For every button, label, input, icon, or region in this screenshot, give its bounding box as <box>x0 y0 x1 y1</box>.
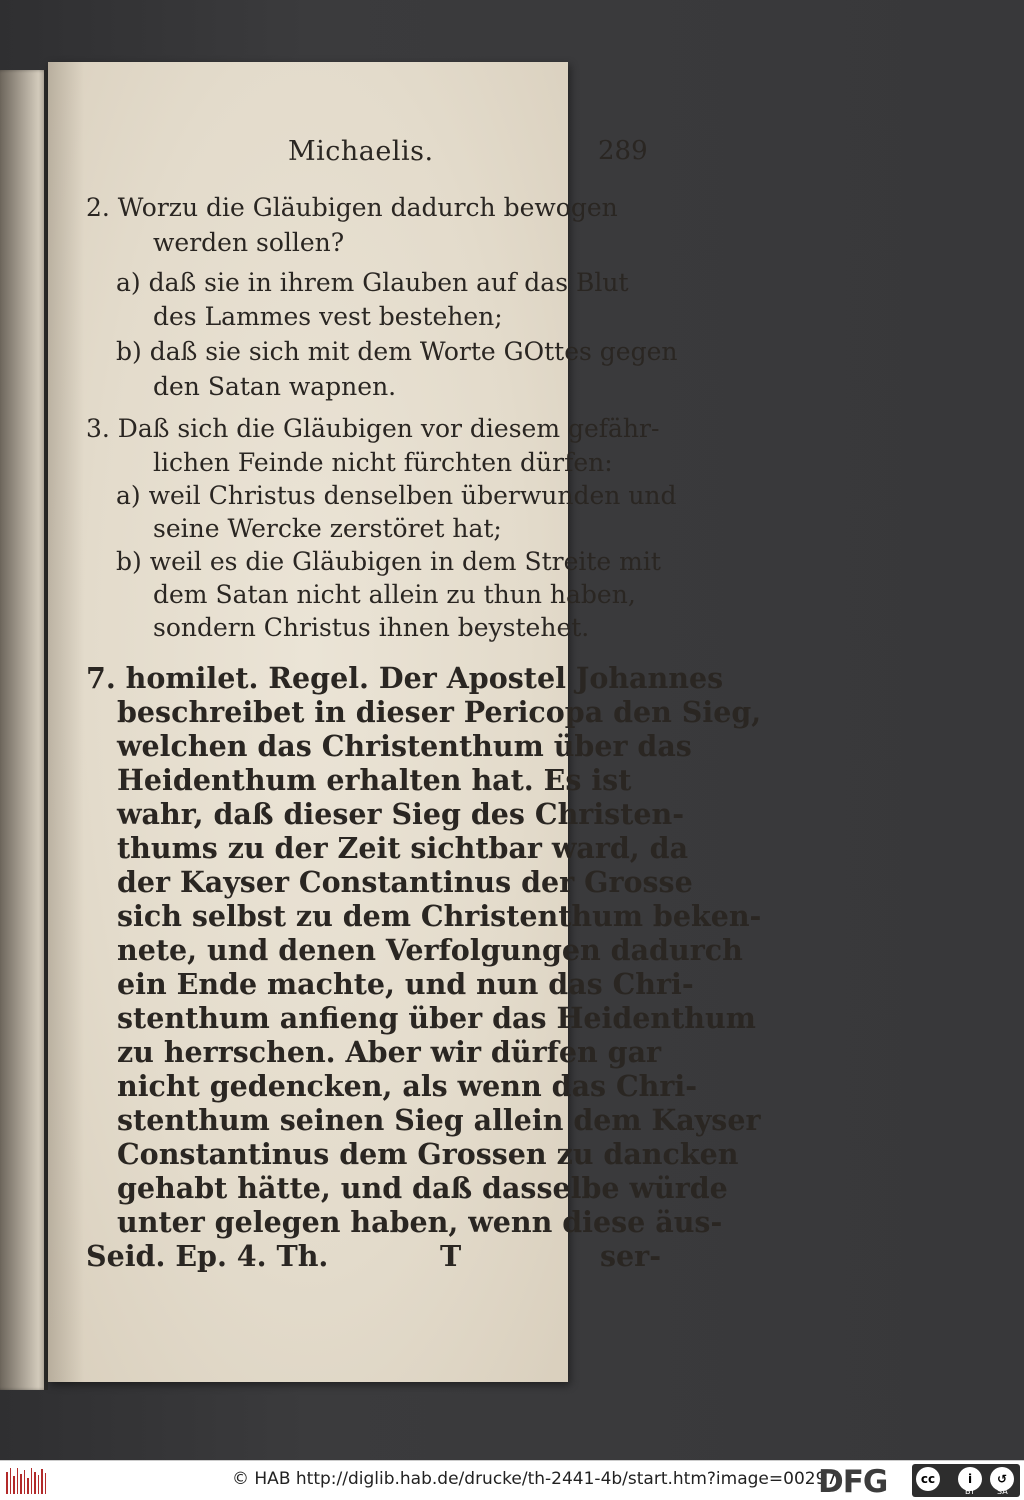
body-line: dem Satan nicht allein zu thun haben, <box>153 580 636 609</box>
body-line: gehabt hätte, und daß dasselbe würde <box>117 1171 728 1205</box>
copyright-link[interactable]: © HAB http://diglib.hab.de/drucke/th-2441-4b/start.htm?image=00297 <box>232 1469 838 1489</box>
body-line: nicht gedencken, als wenn das Chri- <box>117 1069 698 1103</box>
body-line: beschreibet in dieser Pericopa den Sieg, <box>117 695 762 729</box>
body-line: b) daß sie sich mit dem Worte GOttes gegen <box>116 337 678 366</box>
body-line: welchen das Christenthum über das <box>117 729 692 763</box>
body-line: der Kayser Constantinus der Grosse <box>117 865 693 899</box>
page-stack-edge <box>0 70 48 1390</box>
body-line: 2. Worzu die Gläubigen dadurch bewogen <box>86 193 618 222</box>
gathering-mark: T <box>440 1239 462 1273</box>
body-line: seine Wercke zerstöret hat; <box>153 514 502 543</box>
body-line: werden sollen? <box>153 228 345 257</box>
body-line: nete, und denen Verfolgungen dadurch <box>117 933 743 967</box>
body-line: b) weil es die Gläubigen in dem Streite mit <box>116 547 661 576</box>
body-line: den Satan wapnen. <box>153 372 397 401</box>
signature-mark: Seid. Ep. 4. Th. <box>86 1239 329 1273</box>
body-line: 3. Daß sich die Gläubigen vor diesem gefähr- <box>86 414 660 443</box>
viewer-footer <box>0 1460 1024 1500</box>
body-line: ein Ende machte, und nun das Chri- <box>117 967 694 1001</box>
page-number: 289 <box>598 136 648 166</box>
body-line: a) daß sie in ihrem Glauben auf das Blut <box>116 268 629 297</box>
dfg-logo[interactable]: DFG <box>818 1464 888 1500</box>
by-label: BY <box>965 1487 975 1496</box>
body-line: sondern Christus ihnen beystehet. <box>153 613 590 642</box>
body-line: Constantinus dem Grossen zu dancken <box>117 1137 739 1171</box>
body-line: stenthum seinen Sieg allein dem Kayser <box>117 1103 761 1137</box>
body-line: stenthum anfieng über das Heidenthum <box>117 1001 756 1035</box>
sa-icon: ↺ <box>990 1467 1014 1491</box>
hab-barcode-icon[interactable] <box>6 1466 46 1494</box>
body-line: thums zu der Zeit sichtbar ward, da <box>117 831 689 865</box>
body-line: wahr, daß dieser Sieg des Christen- <box>117 797 685 831</box>
body-line: unter gelegen haben, wenn diese äus- <box>117 1205 723 1239</box>
running-head: Michaelis. <box>288 136 434 167</box>
by-icon: i <box>958 1467 982 1491</box>
body-line: zu herrschen. Aber wir dürfen gar <box>117 1035 662 1069</box>
catchword: ser- <box>600 1239 662 1273</box>
sa-label: SA <box>997 1487 1008 1496</box>
body-line: sich selbst zu dem Christenthum beken- <box>117 899 762 933</box>
body-line: Heidenthum erhalten hat. Es ist <box>117 763 632 797</box>
body-line: 7. homilet. Regel. Der Apostel Johannes <box>86 661 724 695</box>
body-line: des Lammes vest bestehen; <box>153 302 503 331</box>
body-line: a) weil Christus denselben überwunden und <box>116 481 677 510</box>
cc-icon: cc <box>916 1467 940 1491</box>
body-line: lichen Feinde nicht fürchten dürfen: <box>153 448 613 477</box>
cc-license-badge[interactable] <box>912 1464 1020 1497</box>
